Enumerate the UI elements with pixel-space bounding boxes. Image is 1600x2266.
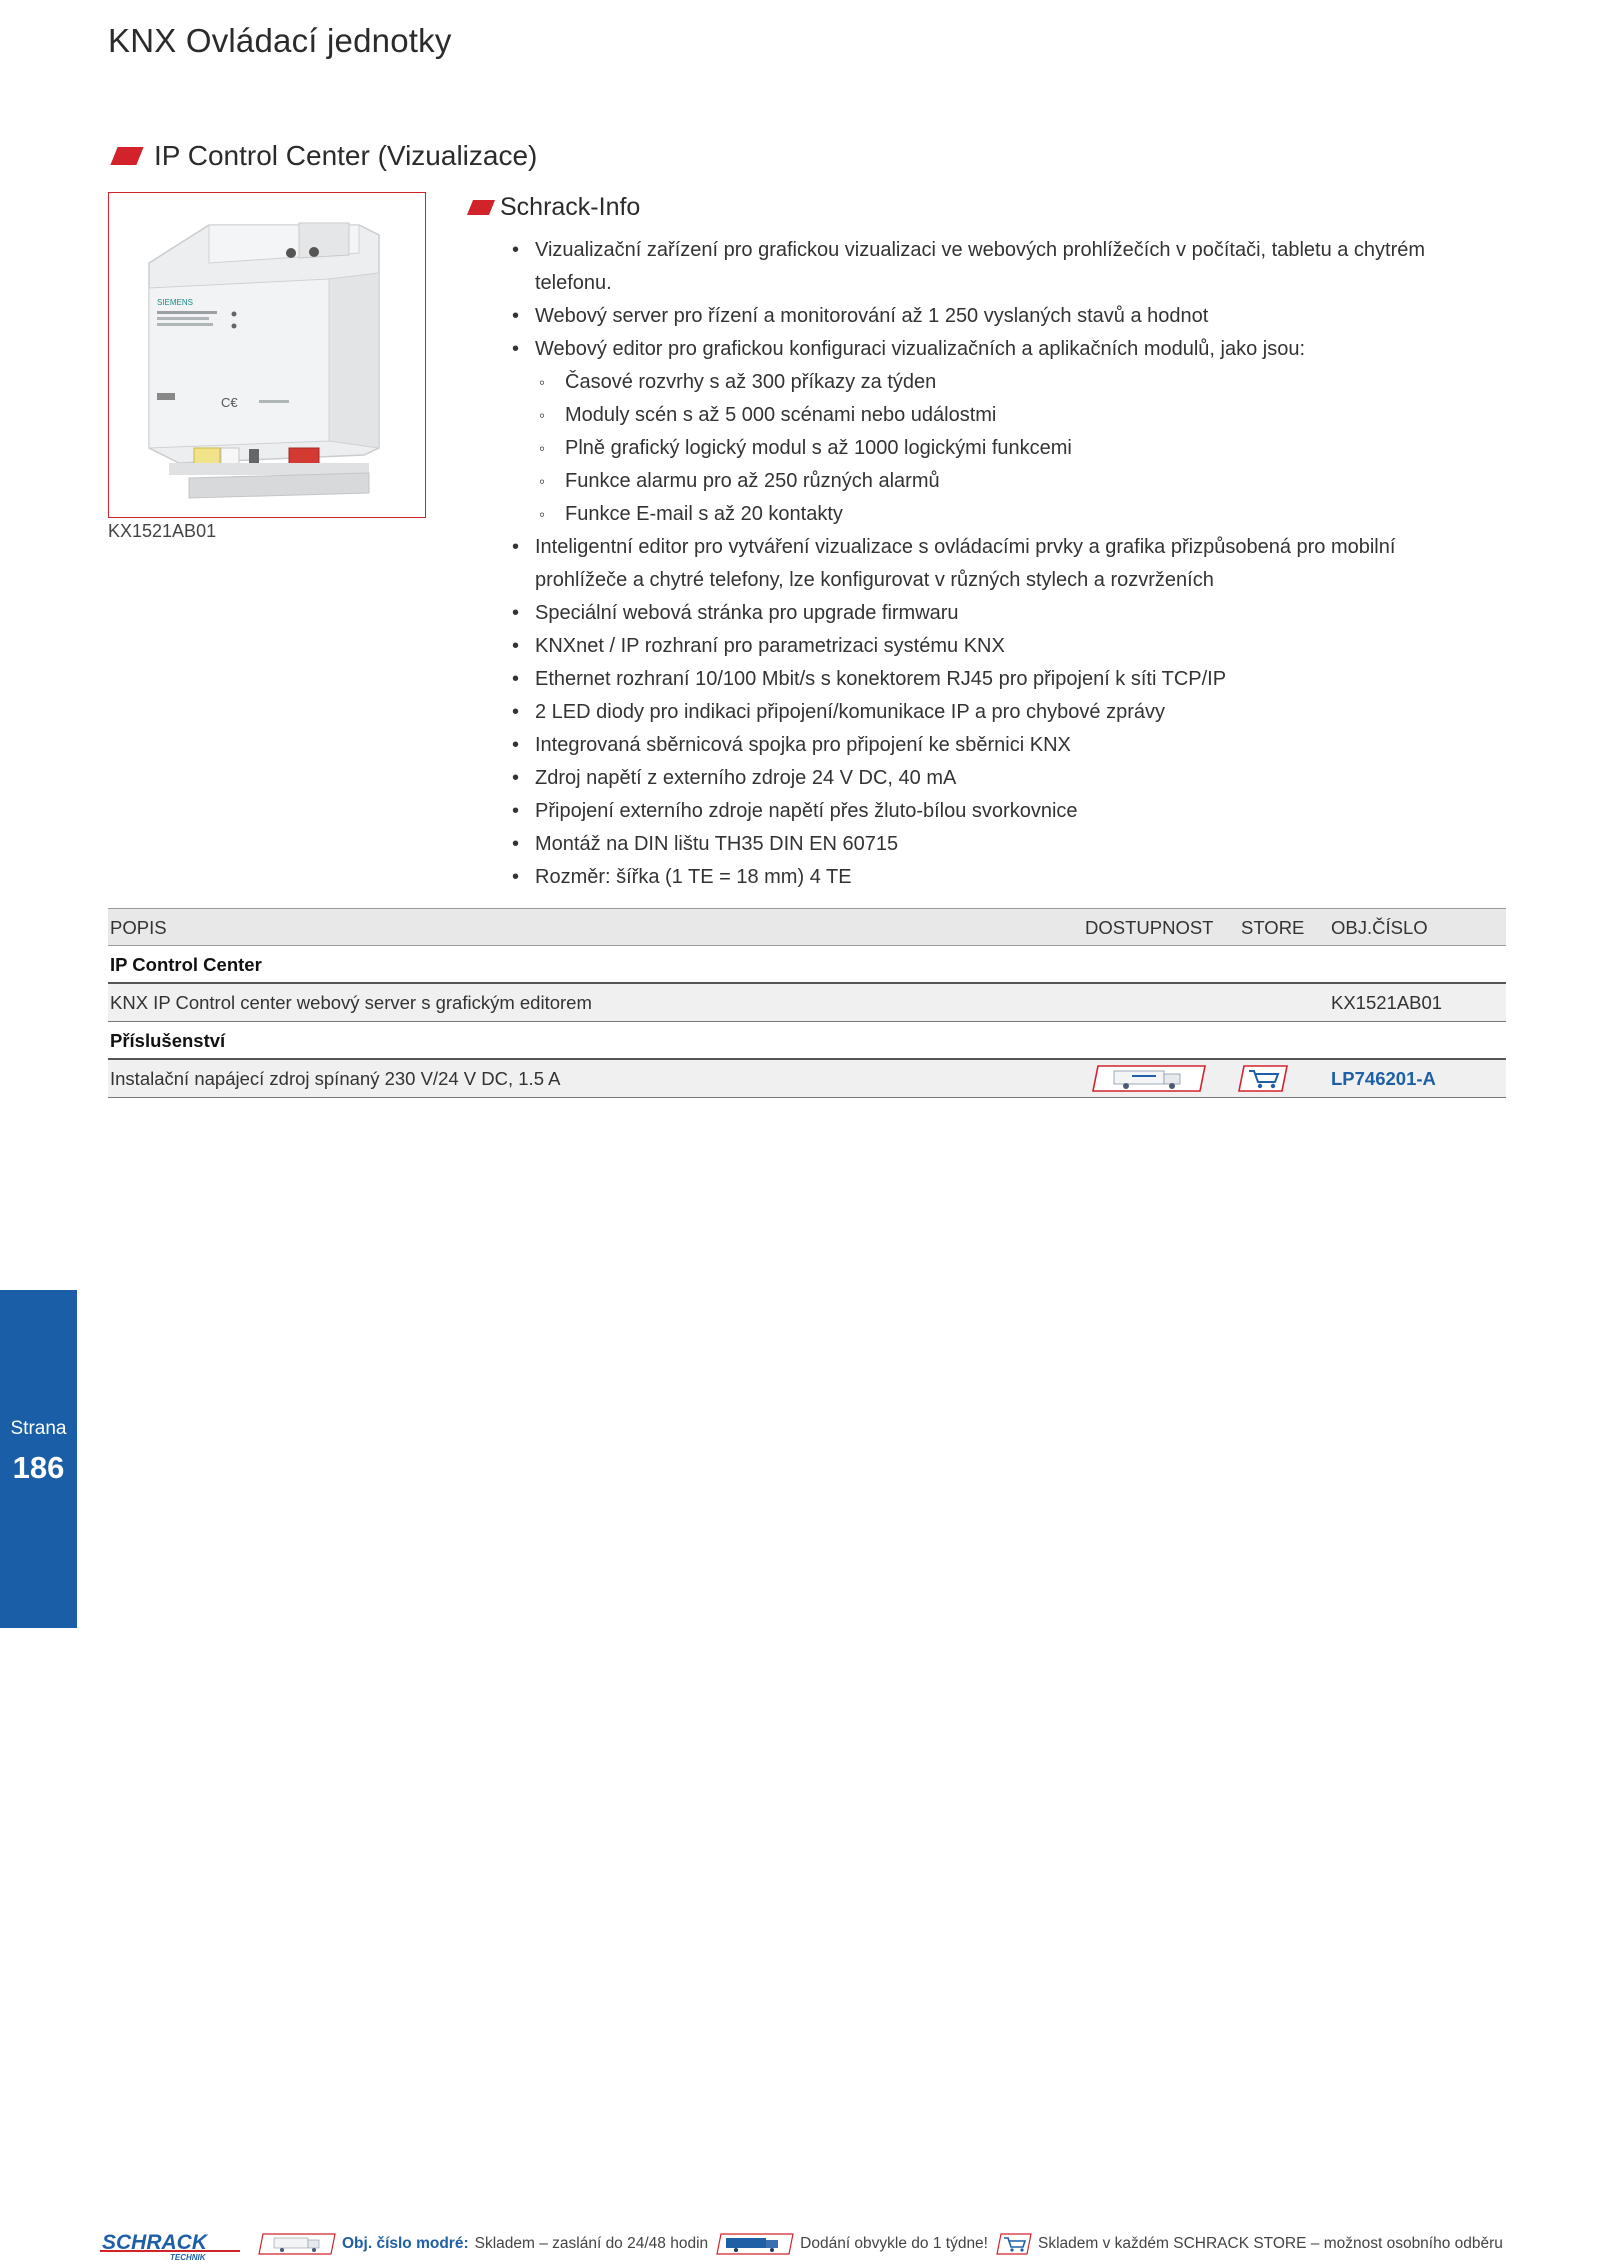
feature-item: • Inteligentní editor pro vytváření vizualizace s ovládacími prvky a grafika přizpůsobená pro mobilní [508,531,1508,564]
side-tab-label: Strana [10,1418,67,1439]
blue-truck-icon [716,2233,794,2255]
feature-subitem: ◦ Plně grafický logický modul s až 1000 logickými funkcemi [508,432,1508,465]
footer-legend [100,2226,1520,2262]
logo-subtext: TECHNIK [170,2253,206,2261]
din-rail-device-icon [109,193,424,516]
table-group-row [108,1022,1506,1060]
row-description: KNX IP Control center webový server s grafickým editorem [110,992,592,1013]
legend-stock-text: Skladem – zaslání do 24/48 hodin [474,2235,709,2252]
info-heading [466,193,640,222]
feature-item: • Integrovaná sběrnicová spojka pro připojení ke sběrnici KNX [508,729,1508,762]
feature-subitem: ◦ Funkce alarmu pro až 250 různých alarmů [508,465,1508,498]
feature-item: • Speciální webová stránka pro upgrade firmwaru [508,597,1508,630]
row-order-no: KX1521AB01 [1331,992,1443,1013]
feature-item: • KNXnet / IP rozhraní pro parametrizaci systému KNX [508,630,1508,663]
feature-item: • Rozměr: šířka (1 TE = 18 mm) 4 TE [508,861,1508,894]
feature-item-continuation: prohlížeče a chytré telefony, lze konfigurovat v různých stylech a rozvrženích [535,569,1214,591]
table-group-row [108,946,1506,984]
col-header-description: POPIS [110,917,167,938]
red-marker-icon [110,147,143,165]
feature-list [508,234,1508,894]
col-header-order-no: OBJ.ČÍSLO [1331,917,1428,938]
row-description: Instalační napájecí zdroj spínaný 230 V/24 V DC, 1.5 A [110,1068,561,1089]
col-header-availability: DOSTUPNOST [1085,917,1214,938]
delivery-truck-icon [1092,1065,1206,1092]
page-title: KNX Ovládací jednotky [108,22,452,59]
feature-item: • Montáž na DIN lištu TH35 DIN EN 60715 [508,828,1508,861]
legend-title: Obj. číslo modré: [342,2235,469,2252]
feature-item: • Zdroj napětí z externího zdroje 24 V DC, 40 mA [508,762,1508,795]
section-title: IP Control Center (Vizualizace) [154,140,538,171]
svg-text:C€: C€ [221,395,238,410]
table-header [108,908,1506,946]
device-brand: SIEMENS [157,298,194,307]
legend-store-text: Skladem v každém SCHRACK STORE – možnost osobního odběru [1038,2235,1503,2252]
truck-legend-icon [258,2233,336,2255]
group-title: Příslušenství [110,1030,226,1051]
logo-text: SCHRACK [102,2231,207,2254]
red-marker-icon [467,200,495,215]
row-order-no[interactable]: LP746201-A [1331,1068,1436,1089]
cart-legend-icon [996,2233,1032,2255]
feature-subitem: ◦ Funkce E-mail s až 20 kontakty [508,498,1508,531]
page-side-tab [0,1290,77,1628]
col-header-store: STORE [1241,917,1305,938]
feature-item: • Vizualizační zařízení pro grafickou vizualizaci ve webových prohlížečích v počítači, tabletu a chytrém [508,234,1508,267]
group-title: IP Control Center [110,954,262,975]
product-code: KX1521AB01 [108,521,217,541]
schrack-logo [100,2227,240,2261]
page-number: 186 [12,1450,65,1485]
product-table [108,908,1506,1098]
section-heading [108,140,537,172]
feature-item: • Ethernet rozhraní 10/100 Mbit/s s konektorem RJ45 pro připojení k síti TCP/IP [508,663,1508,696]
feature-item: • Webový server pro řízení a monitorování až 1 250 vyslaných stavů a hodnot [508,300,1508,333]
table-row [108,984,1506,1022]
feature-item: • Webový editor pro grafickou konfiguraci vizualizačních a aplikačních modulů, jako jsou: [508,333,1508,366]
feature-item: • Připojení externího zdroje napětí přes žluto-bílou svorkovnice [508,795,1508,828]
table-row [108,1060,1506,1098]
product-image [108,192,426,518]
legend-delivery-text: Dodání obvykle do 1 týdne! [800,2235,988,2252]
info-title: Schrack-Info [500,193,641,221]
store-cart-icon [1238,1065,1288,1092]
feature-item-continuation: telefonu. [535,272,612,294]
feature-subitem: ◦ Časové rozvrhy s až 300 příkazy za týden [508,366,1508,399]
feature-subitem: ◦ Moduly scén s až 5 000 scénami nebo událostmi [508,399,1508,432]
feature-item: • 2 LED diody pro indikaci připojení/komunikace IP a pro chybové zprávy [508,696,1508,729]
